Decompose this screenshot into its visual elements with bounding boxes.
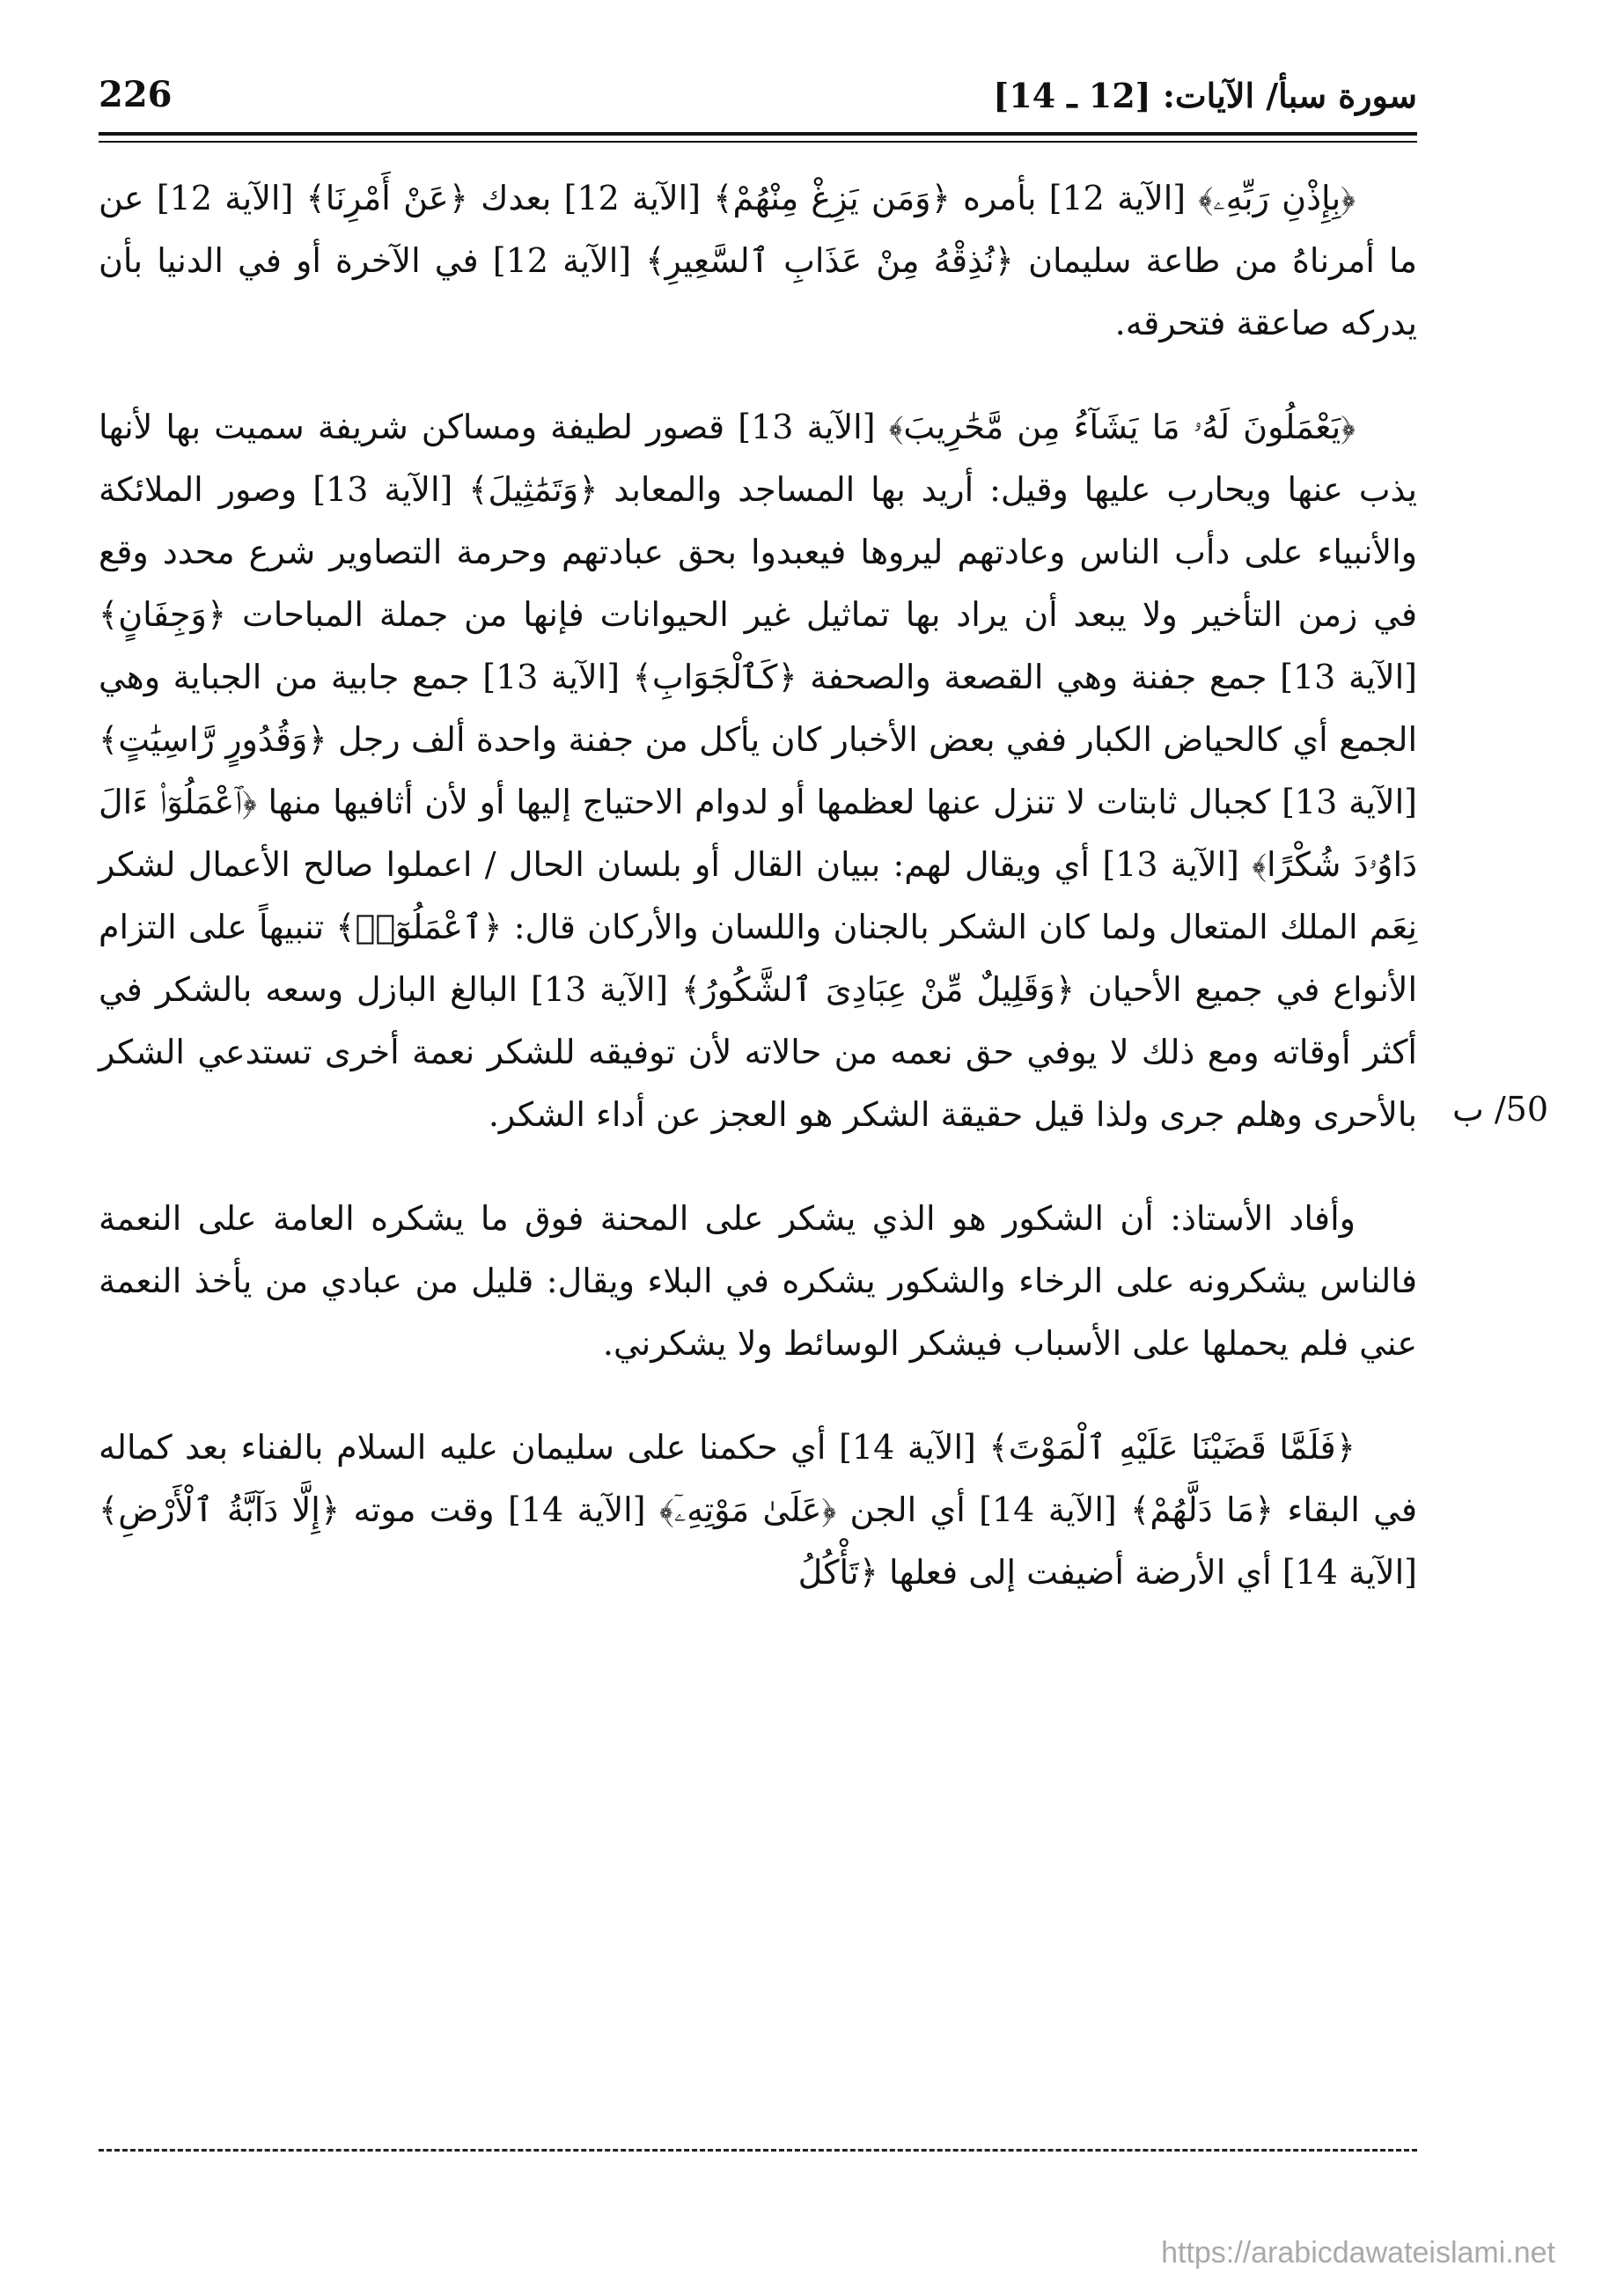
paragraph-verse-13: ﴿يَعْمَلُونَ لَهُۥ مَا يَشَآءُ مِن مَّحَٰرِيبَ﴾ [الآية 13] قصور لطيفة ومساكن شريفة سميت بها لأنها يذب عنها ويحارب عليها وقيل: أريد بها المساجد والمعابد ﴿وَتَمَٰثِيلَ﴾ [الآية 13] وصور الملائكة والأنبياء على دأب الناس وعادتهم ليروها فيعبدوا بحق عبادتهم وحرمة التصاوير شرع محدد وقع في زمن التأخير ولا يبعد أن يراد بها تماثيل غير الحيوانات فإنها من جملة المباحات ﴿وَجِفَانٍ﴾ [الآية 13] جمع جفنة وهي القصعة والصحفة ﴿كَٱلْجَوَابِ﴾ [الآية 13] جمع جابية من الجباية وهي الجمع أي كالحياض الكبار ففي بعض الأخبار كان يأكل من جفنة واحدة ألف رجل ﴿وَقُدُورٍ رَّاسِيَٰتٍ﴾ [الآية 13] كجبال ثابتات لا تنزل عنها لعظمها أو لدوام الاحتياج إليها أو لأن أثافيها منها ﴿ٱعْمَلُوٓا۟ ءَالَ دَاوُۥدَ شُكْرًا﴾ [الآية 13] أي ويقال لهم: ببيان القال أو بلسان الحال / اعملوا صالح الأعمال لشكر نِعَم الملك المتعال ولما كان الشكر بالجنان واللسان والأركان قال: ﴿ٱعْمَلُوٓا۟﴾ تنبيهاً على التزام الأنواع في جميع الأحيان ﴿وَقَلِيلٌ مِّنْ عِبَادِىَ ٱلشَّكُورُ﴾ [الآية 13] البالغ البازل وسعه بالشكر في أكثر أوقاته ومع ذلك لا يوفي حق نعمه من حالاته لأن توفيقه للشكر نعمة أخرى تستدعي الشكر بالأحرى وهلم جرى ولذا قيل حقيقة الشكر هو العجز عن أداء الشكر. xyxy=(99,408,1417,1134)
header-rule-thin xyxy=(99,141,1417,143)
dotted-separator xyxy=(99,2149,1417,2152)
page-body xyxy=(99,167,1417,1604)
paragraph-verse-14: ﴿فَلَمَّا قَضَيْنَا عَلَيْهِ ٱلْمَوْتَ﴾ [الآية 14] أي حكمنا على سليمان عليه السلام بالفناء بعد كماله في البقاء ﴿مَا دَلَّهُمْ﴾ [الآية 14] أي الجن ﴿عَلَىٰ مَوْتِهِۦٓ﴾ [الآية 14] وقت موته ﴿إِلَّا دَآبَّةُ ٱلْأَرْضِ﴾ [الآية 14] أي الأرضة أضيفت إلى فعلها ﴿تَأْكُلُ xyxy=(99,1428,1418,1592)
watermark-url: https://arabicdawateislami.net xyxy=(1161,2236,1555,2270)
page-number: 226 xyxy=(99,74,173,115)
page-header xyxy=(99,70,1417,132)
paragraph-ustadh: وأفاد الأستاذ: أن الشكور هو الذي يشكر على المحنة فوق ما يشكره العامة على النعمة فالناس يشكرونه على الرخاء والشكور يشكره في البلاء ويقال: قليل من عبادي من يأخذ النعمة عني فلم يحملها على الأسباب فيشكر الوسائط ولا يشكرني. xyxy=(99,1199,1417,1363)
margin-folio-note: 50/ ب xyxy=(1452,1090,1549,1129)
paragraph-verse-12: ﴿بِإِذْنِ رَبِّهِۦ﴾ [الآية 12] بأمره ﴿وَمَن يَزِغْ مِنْهُمْ﴾ [الآية 12] بعدك ﴿عَنْ أَمْرِنَا﴾ [الآية 12] عن ما أمرناهُ من طاعة سليمان ﴿نُذِقْهُ مِنْ عَذَابِ ٱلسَّعِيرِ﴾ [الآية 12] في الآخرة أو في الدنيا بأن يدركه صاعقة فتحرقه. xyxy=(99,179,1417,342)
running-title: سورة سبأ/ الآيات: [12 ـ 14] xyxy=(993,76,1417,115)
header-rule-thick xyxy=(99,132,1417,136)
